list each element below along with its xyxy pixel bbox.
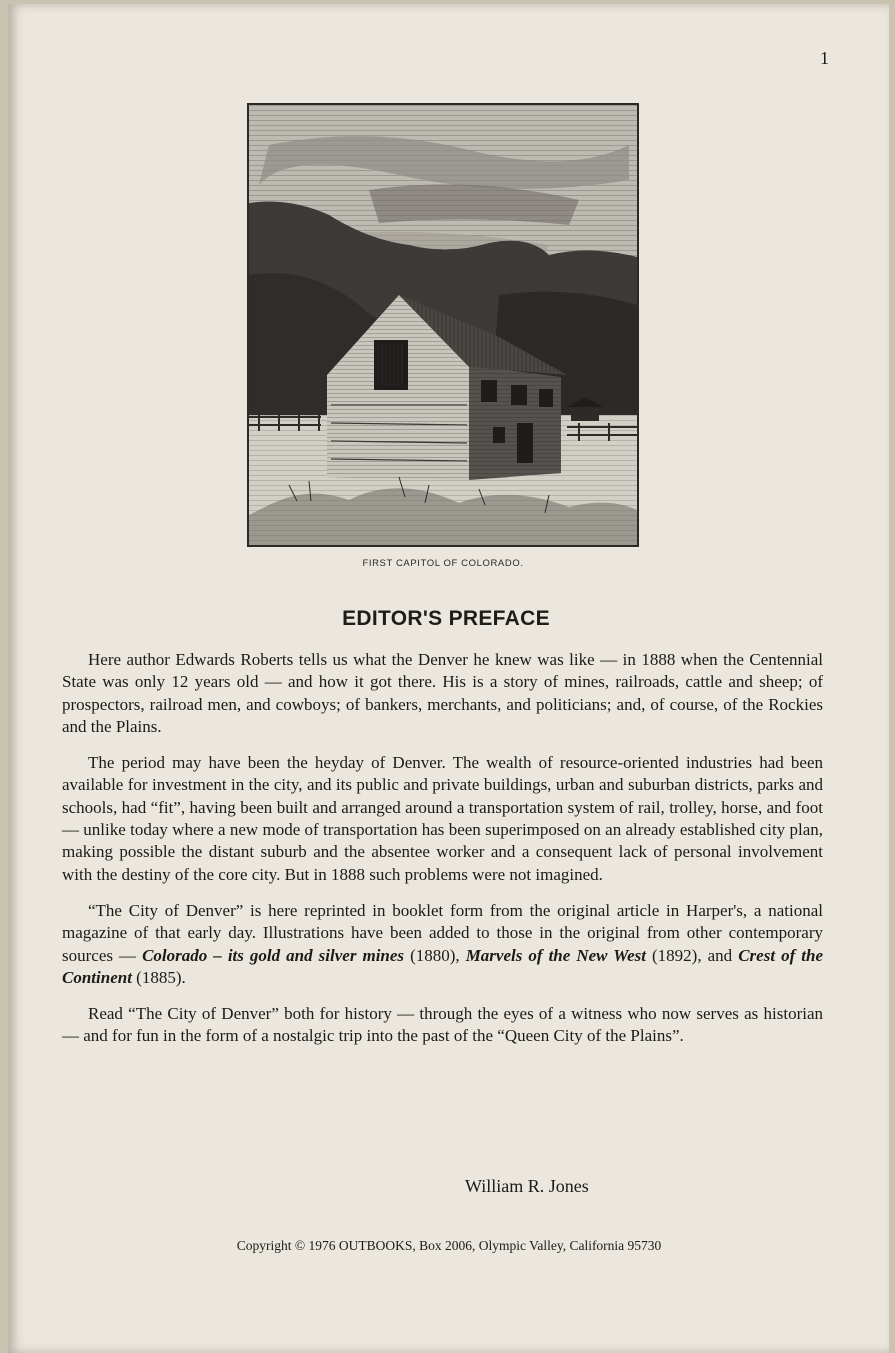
book-page — [8, 4, 889, 1353]
paragraph-3-lead: “The City of Denver” is here reprinted in booklet form from the original article in Harper's, a national magazine of that early day. Illustrations have been added to those in the original from other contemporary sources — — [62, 900, 823, 965]
paragraph-3 — [62, 900, 823, 989]
paragraph-1: Here author Edwards Roberts tells us what the Denver he knew was like — in 1888 when the Centennial State was only 12 years old — and how it got there. His is a story of mines, railroads, cattle and sheep; of prospectors, railroad men, and cowboys; of bankers, merchants, and politicians; and, of course, of the Rockies and the Plains. — [62, 650, 823, 736]
copyright-line: Copyright © 1976 OUTBOOKS, Box 2006, Olympic Valley, California 95730 — [236, 1238, 662, 1253]
page-number: 1 — [820, 48, 829, 68]
editor-signature: William R. Jones — [465, 1176, 589, 1196]
paragraph-3-mid1: (1880), — [404, 945, 466, 965]
page-heading: EDITOR'S PREFACE — [342, 607, 550, 630]
paragraph-3-tail: (1885). — [131, 967, 186, 987]
source-title-crest: Crest of the Continent — [62, 945, 824, 987]
preface-body — [62, 649, 823, 1062]
source-title-colorado: Colorado – its gold and silver mines — [142, 945, 405, 965]
capitol-engraving — [247, 103, 639, 547]
illustration-caption: FIRST CAPITOL OF COLORADO. — [362, 558, 524, 569]
paragraph-3-mid2: (1892), and — [645, 945, 739, 965]
paragraph-4: Read “The City of Denver” both for history — through the eyes of a witness who now serves as historian — and for fun in the form of a nostalgic trip into the past of the “Queen City of the Plains”. — [62, 1004, 823, 1046]
paragraph-2: The period may have been the heyday of Denver. The wealth of resource-oriented industries had been available for investment in the city, and its public and private buildings, urban and suburban districts, parks and schools, had “fit”, having been built and arranged around a transportation system of rail, trolley, horse, and foot — unlike today where a new mode of transportation has been superimposed on an already established city plan, making possible the distant suburb and the absentee worker and a consequent lack of personal involvement with the destiny of the core city. But in 1888 such problems were not imagined. — [62, 753, 823, 884]
source-title-marvels: Marvels of the New West — [465, 945, 646, 965]
